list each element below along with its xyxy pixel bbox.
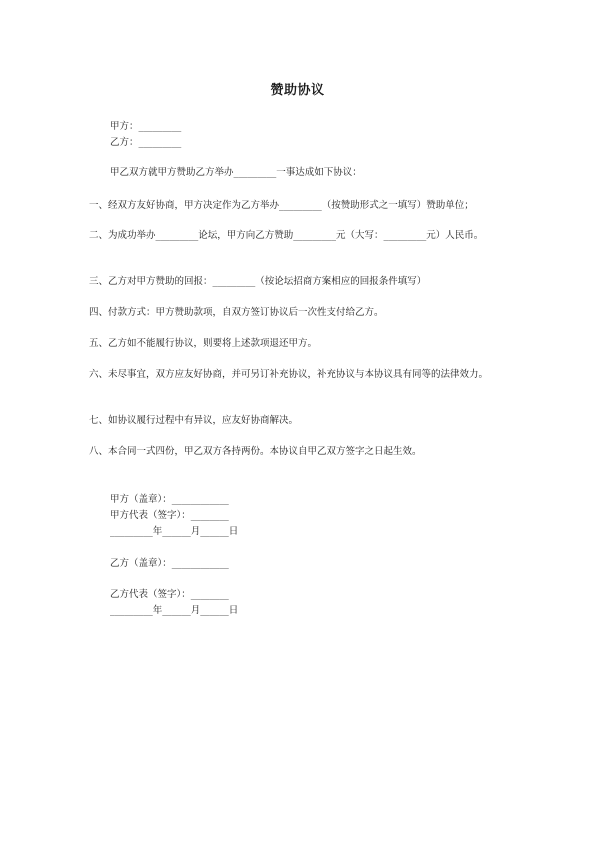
party-a-line: 甲方：_________ [110,121,182,132]
clause-3: 三、乙方对甲方赞助的回报：_________（按论坛招商方案相应的回报条件填写） [89,276,427,287]
clause-1: 一、经双方友好协商，甲方决定作为乙方举办_________（按赞助形式之一填写）赞助单位； [89,200,474,211]
clause-7: 七、如协议履行过程中有异议，应友好协商解决。 [89,415,299,426]
clause-4: 四、付款方式：甲方赞助款项，自双方签订协议后一次性支付给乙方。 [89,307,384,318]
clause-6: 六、未尽事宜，双方应友好协商，并可另订补充协议，补充协议与本协议具有同等的法律效力。 [89,369,489,380]
party-b-date-line: _________年______月______日 [110,605,239,616]
party-a-seal-line: 甲方（盖章）：____________ [110,494,229,505]
clause-8: 八、本合同一式四份，甲乙双方各持两份。本协议自甲乙双方签字之日起生效。 [89,446,422,457]
intro-paragraph: 甲乙双方就甲方赞助乙方举办_________一事达成如下协议： [110,167,362,178]
party-b-line: 乙方：_________ [110,137,182,148]
clause-5: 五、乙方如不能履行协议，则要将上述款项退还甲方。 [89,338,318,349]
party-b-seal-line: 乙方（盖章）：____________ [110,558,229,569]
party-a-rep-line: 甲方代表（签字）：________ [110,510,229,521]
party-b-rep-line: 乙方代表（签字）：________ [110,589,229,600]
document-title: 赞助协议 [270,83,325,98]
clause-2: 二、为成功举办_________论坛，甲方向乙方赞助_________元（大写：_________元）人民币。 [89,230,484,241]
party-a-date-line: _________年______月______日 [110,526,239,537]
